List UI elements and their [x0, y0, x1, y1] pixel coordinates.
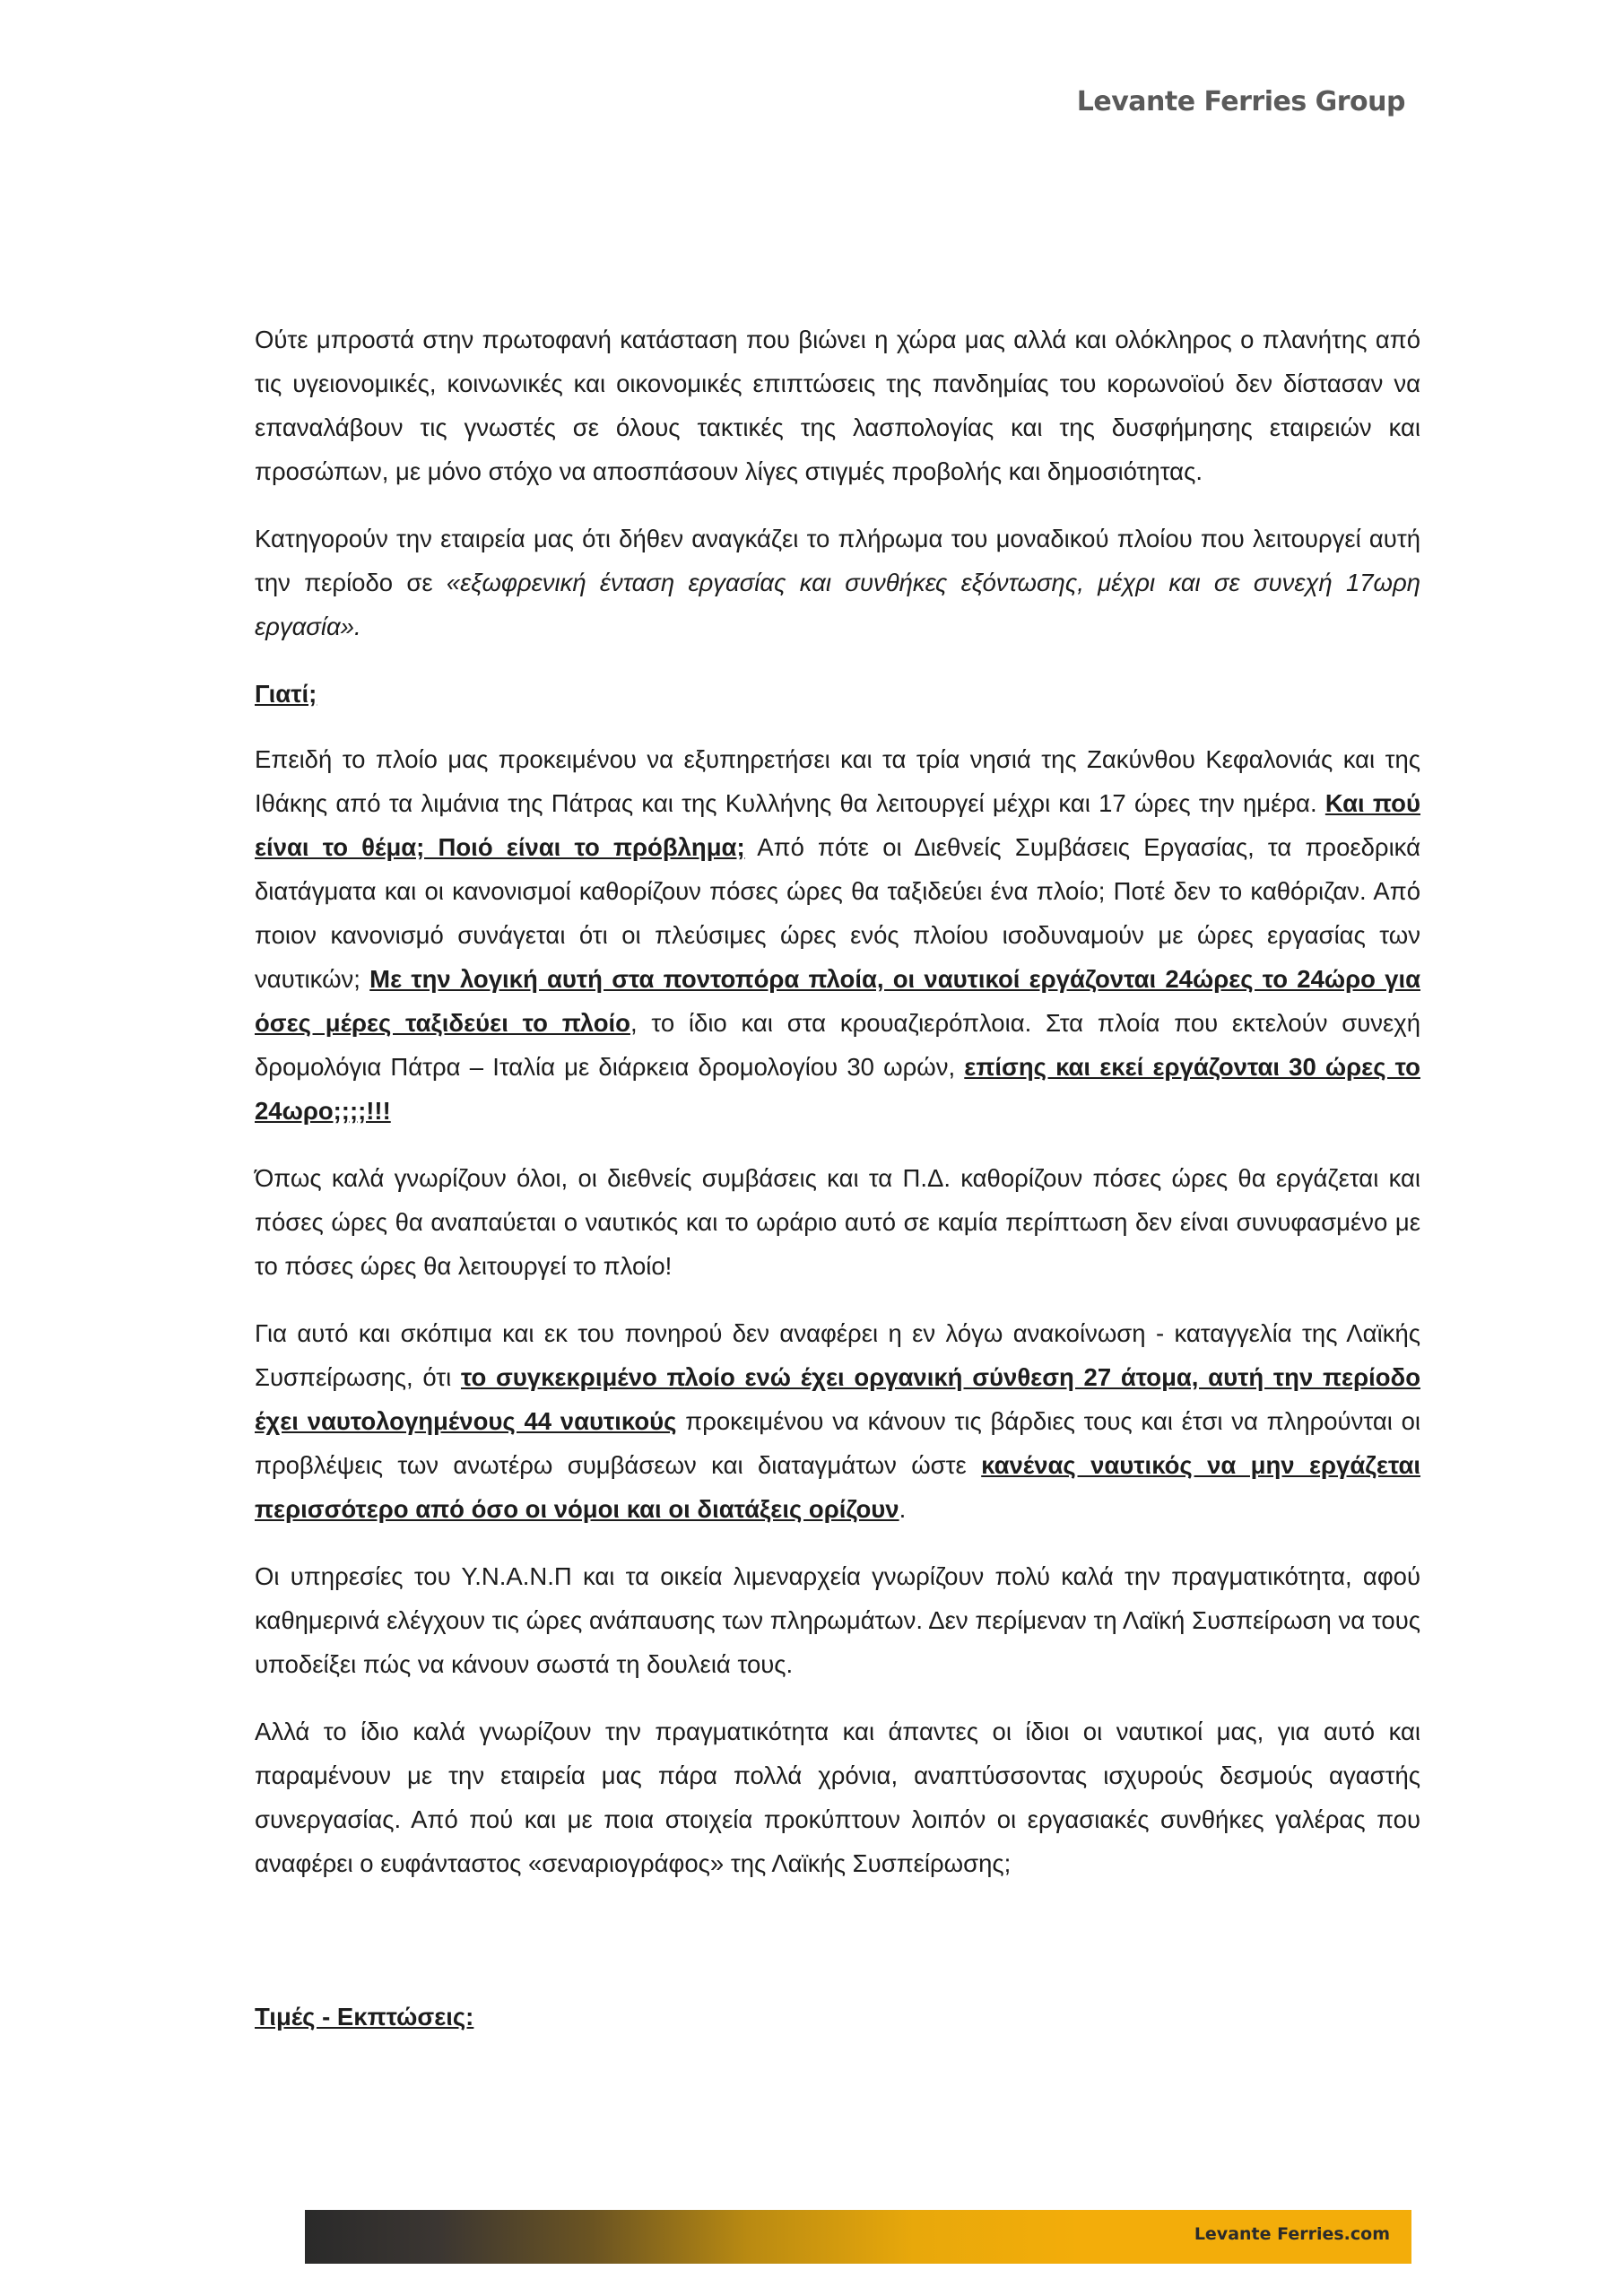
body-paragraph — [255, 1709, 1420, 1885]
text-run: Από πότε οι Διεθνείς Συμβάσεις Εργασίας, τα προεδρικά διατάγματα και οι κανονισμοί καθορίζουν πόσες ώρες θα ταξιδεύει ένα πλοίο; Ποτέ δεν το καθόριζαν. Από ποιον κανονισμό συνάγεται ότι οι πλεύσιμες ώρες ενός πλοίου ισοδυναμούν με ώρες εργασίας των ναυτικών; — [255, 833, 1420, 993]
emphasized-text: Γιατί; — [255, 680, 317, 708]
section-heading — [255, 1995, 1420, 2039]
text-run: Επειδή το πλοίο μας προκειμένου να εξυπηρετήσει και τα τρία νησιά της Ζακύνθου Κεφαλονιάς και της Ιθάκης από τα λιμάνια της Πάτρας και της Κυλλήνης θα λειτουργεί μέχρι και 17 ώρες την ημέρα. — [255, 745, 1420, 817]
text-run: Κατηγορούν την εταιρεία μας ότι δήθεν αναγκάζει το πλήρωμα του μοναδικού πλοίου που λειτουργεί αυτή την περίοδο σε — [255, 525, 1420, 596]
paragraph-spacer — [255, 1909, 1420, 1995]
footer-band — [305, 2210, 1411, 2264]
section-heading — [255, 672, 1420, 716]
emphasized-text: κανένας ναυτικός να μην εργάζεται περισσότερο από όσο οι νόμοι και οι διατάξεις ορίζουν — [255, 1451, 1420, 1523]
quoted-text: «εξωφρενική ένταση εργασίας και συνθήκες εξόντωσης, μέχρι και σε συνεχή 17ωρη εργασία». — [255, 569, 1420, 640]
emphasized-text: Και πού είναι το θέμα; Ποιό είναι το πρόβλημα; — [255, 789, 1420, 861]
emphasized-text: το συγκεκριμένο πλοίο ενώ έχει οργανική σύνθεση 27 άτομα, αυτή την περίοδο έχει ναυτολογημένους 44 ναυτικούς — [255, 1363, 1420, 1435]
text-run: Αλλά το ίδιο καλά γνωρίζουν την πραγματικότητα και άπαντες οι ίδιοι οι ναυτικοί μας, για αυτό και παραμένουν με την εταιρεία μας πάρα πολλά χρόνια, αναπτύσσοντας ισχυρούς δεσμούς αγαστής συνεργασίας. Από πού και με ποια στοιχεία προκύπτουν λοιπόν οι εργασιακές συνθήκες γαλέρας που αναφέρει ο ευφάνταστος «σεναριογράφος» της Λαϊκής Συσπείρωσης; — [255, 1718, 1420, 1877]
text-run: προκειμένου να κάνουν τις βάρδιες τους και έτσι να πληρούνται οι προβλέψεις των ανωτέρω συμβάσεων και διαταγμάτων ώστε — [255, 1407, 1421, 1479]
footer-logo: Levante Ferries.com — [1194, 2224, 1390, 2244]
body-paragraph — [255, 1311, 1420, 1531]
emphasized-text: Με την λογική αυτή στα ποντοπόρα πλοία, οι ναυτικοί εργάζονται 24ώρες το 24ώρο για όσες μέρες ταξιδεύει το πλοίο — [255, 965, 1421, 1037]
text-run: Όπως καλά γνωρίζουν όλοι, οι διεθνείς συμβάσεις και τα Π.Δ. καθορίζουν πόσες ώρες θα εργάζεται και πόσες ώρες θα αναπαύεται ο ναυτικός και το ωράριο αυτό σε καμία περίπτωση δεν είναι συνυφασμένο με το πόσες ώρες θα λειτουργεί το πλοίο! — [255, 1164, 1420, 1280]
body-paragraph — [255, 1554, 1420, 1686]
text-run: , το ίδιο και στα κρουαζιερόπλοια. Στα πλοία που εκτελούν συνεχή δρομολόγια Πάτρα – Ιταλία με διάρκεια δρομολογίου 30 ωρών, — [255, 1009, 1421, 1081]
text-run: Ούτε μπροστά στην πρωτοφανή κατάσταση που βιώνει η χώρα μας αλλά και ολόκληρος ο πλανήτης από τις υγειονομικές, κοινωνικές και οικονομικές επιπτώσεις της πανδημίας του κορωνοϊού δεν δίστασαν να επαναλάβουν τις γνωστές σε όλους τακτικές της λασπολογίας και της δυσφήμησης εταιρειών και προσώπων, με μόνο στόχο να αποσπάσουν λίγες στιγμές προβολής και δημοσιότητας. — [255, 326, 1420, 485]
company-logo: Levante Ferries Group — [1076, 86, 1405, 117]
body-paragraph — [255, 317, 1420, 493]
letter-body — [255, 317, 1420, 2060]
emphasized-text: Τιμές - Εκπτώσεις: — [255, 2003, 474, 2031]
body-paragraph — [255, 1156, 1420, 1288]
text-run: Οι υπηρεσίες του Υ.Ν.Α.Ν.Π και τα οικεία λιμεναρχεία γνωρίζουν πολύ καλά την πραγματικότητα, αφού καθημερινά ελέγχουν τις ώρες ανάπαυσης των πληρωμάτων. Δεν περίμεναν τη Λαϊκή Συσπείρωση να τους υποδείξει πώς να κάνουν σωστά τη δουλειά τους. — [255, 1562, 1420, 1678]
body-paragraph — [255, 517, 1420, 648]
emphasized-text: επίσης και εκεί εργάζονται 30 ώρες το 24ωρο;;;;!!! — [255, 1053, 1420, 1125]
text-run: Για αυτό και σκόπιμα και εκ του πονηρού δεν αναφέρει η εν λόγω ανακοίνωση - καταγγελία της Λαϊκής Συσπείρωσης, ότι — [255, 1319, 1420, 1391]
text-run: . — [899, 1495, 907, 1523]
body-paragraph — [255, 737, 1420, 1133]
